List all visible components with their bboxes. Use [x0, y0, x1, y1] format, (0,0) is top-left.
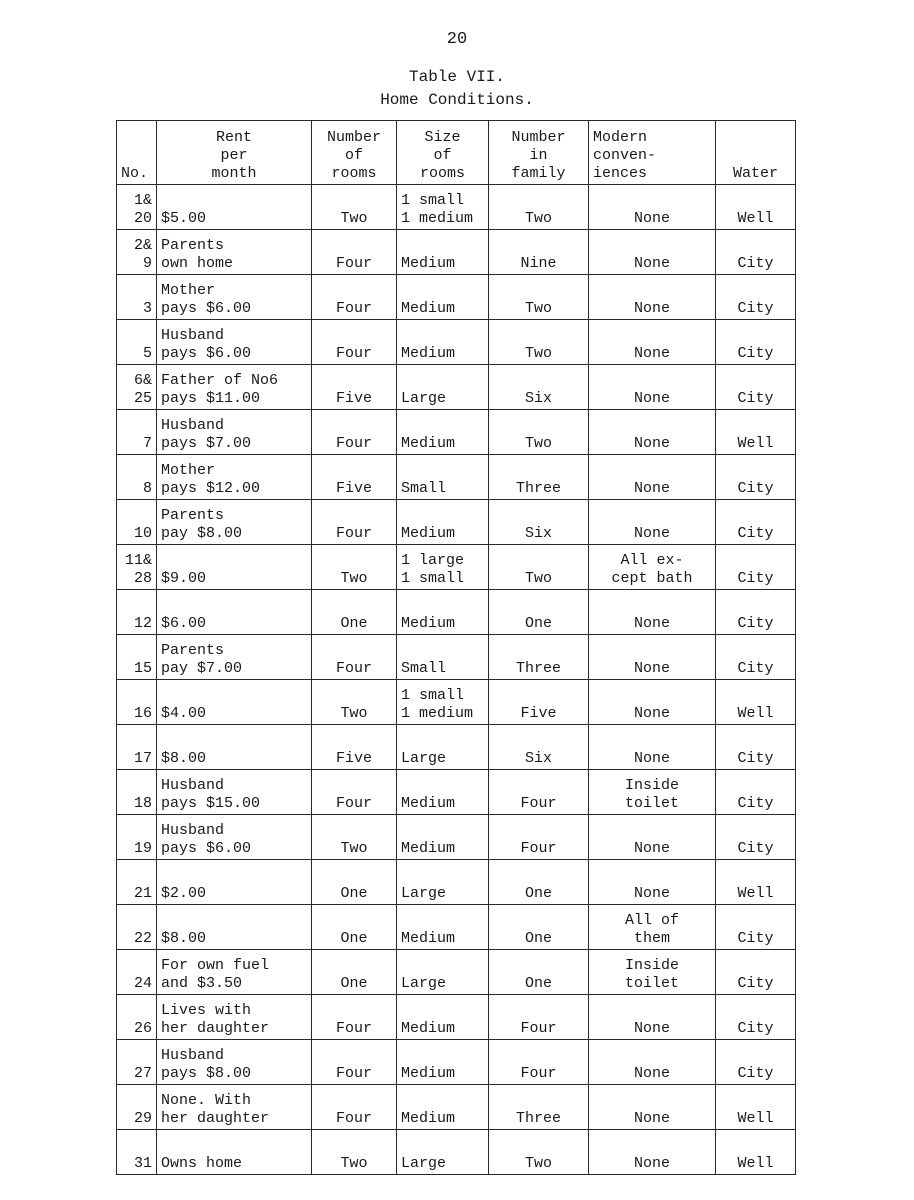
table-title: [0, 66, 914, 112]
cell-size: Medium: [397, 230, 489, 275]
table-row: [117, 770, 796, 815]
cell-rooms: Five: [312, 725, 397, 770]
cell-family: Two: [489, 410, 589, 455]
cell-rent: Husband pays $8.00: [157, 1040, 312, 1085]
cell-no: 2& 9: [117, 230, 157, 275]
cell-rent: $8.00: [157, 725, 312, 770]
cell-size: Large: [397, 1130, 489, 1175]
table-row: [117, 230, 796, 275]
table-row: [117, 950, 796, 995]
cell-conveniences: None: [589, 815, 716, 860]
cell-no: 12: [117, 590, 157, 635]
cell-rooms: Five: [312, 455, 397, 500]
table-row: [117, 545, 796, 590]
cell-rent: Husband pays $7.00: [157, 410, 312, 455]
cell-conveniences: Inside toilet: [589, 950, 716, 995]
cell-conveniences: None: [589, 725, 716, 770]
table-row: [117, 410, 796, 455]
cell-rooms: One: [312, 950, 397, 995]
cell-water: City: [716, 1040, 796, 1085]
cell-water: City: [716, 905, 796, 950]
cell-rooms: Four: [312, 230, 397, 275]
cell-size: Large: [397, 725, 489, 770]
cell-no: 11& 28: [117, 545, 157, 590]
cell-conveniences: None: [589, 995, 716, 1040]
table-row: [117, 860, 796, 905]
table-row: [117, 1040, 796, 1085]
cell-water: City: [716, 770, 796, 815]
cell-size: 1 small 1 medium: [397, 185, 489, 230]
cell-rooms: One: [312, 905, 397, 950]
cell-no: 1& 20: [117, 185, 157, 230]
cell-size: Large: [397, 365, 489, 410]
cell-conveniences: None: [589, 500, 716, 545]
cell-size: Medium: [397, 590, 489, 635]
cell-rooms: Four: [312, 1040, 397, 1085]
cell-family: Three: [489, 1085, 589, 1130]
cell-no: 22: [117, 905, 157, 950]
cell-rent: $9.00: [157, 545, 312, 590]
cell-rent: None. With her daughter: [157, 1085, 312, 1130]
cell-conveniences: None: [589, 455, 716, 500]
cell-conveniences: None: [589, 860, 716, 905]
cell-family: Six: [489, 725, 589, 770]
cell-size: Medium: [397, 995, 489, 1040]
cell-rent: Mother pays $12.00: [157, 455, 312, 500]
cell-rent: $4.00: [157, 680, 312, 725]
header-water: Water: [716, 121, 796, 185]
cell-rooms: Four: [312, 410, 397, 455]
cell-water: City: [716, 545, 796, 590]
cell-rooms: Four: [312, 500, 397, 545]
cell-rooms: Two: [312, 815, 397, 860]
cell-conveniences: Inside toilet: [589, 770, 716, 815]
cell-family: Two: [489, 185, 589, 230]
header-conveniences: Modern conven- iences: [589, 121, 716, 185]
cell-rent: $6.00: [157, 590, 312, 635]
cell-size: Medium: [397, 770, 489, 815]
cell-water: City: [716, 455, 796, 500]
table-row: [117, 500, 796, 545]
cell-rooms: Two: [312, 1130, 397, 1175]
table-title-line2: Home Conditions.: [380, 91, 534, 109]
cell-no: 29: [117, 1085, 157, 1130]
cell-water: City: [716, 995, 796, 1040]
cell-water: City: [716, 275, 796, 320]
cell-family: Four: [489, 770, 589, 815]
cell-no: 27: [117, 1040, 157, 1085]
cell-conveniences: None: [589, 365, 716, 410]
cell-water: City: [716, 500, 796, 545]
table-row: [117, 1085, 796, 1130]
cell-water: Well: [716, 1085, 796, 1130]
cell-family: Four: [489, 815, 589, 860]
table-row: [117, 995, 796, 1040]
cell-family: Four: [489, 1040, 589, 1085]
cell-water: Well: [716, 1130, 796, 1175]
cell-rent: Mother pays $6.00: [157, 275, 312, 320]
cell-rooms: Four: [312, 770, 397, 815]
cell-family: Six: [489, 500, 589, 545]
cell-rooms: Two: [312, 545, 397, 590]
table-row: [117, 320, 796, 365]
cell-water: City: [716, 725, 796, 770]
cell-conveniences: None: [589, 320, 716, 365]
cell-water: City: [716, 365, 796, 410]
header-row: [117, 121, 796, 185]
cell-family: Nine: [489, 230, 589, 275]
cell-no: 24: [117, 950, 157, 995]
cell-no: 15: [117, 635, 157, 680]
table-title-line1: Table VII.: [408, 68, 505, 86]
cell-conveniences: None: [589, 230, 716, 275]
cell-family: One: [489, 860, 589, 905]
cell-family: Two: [489, 1130, 589, 1175]
cell-rooms: Four: [312, 275, 397, 320]
cell-water: Well: [716, 680, 796, 725]
cell-no: 8: [117, 455, 157, 500]
cell-rent: Owns home: [157, 1130, 312, 1175]
header-size: Size of rooms: [397, 121, 489, 185]
cell-conveniences: None: [589, 680, 716, 725]
cell-rent: For own fuel and $3.50: [157, 950, 312, 995]
cell-size: Medium: [397, 905, 489, 950]
cell-rooms: Four: [312, 995, 397, 1040]
cell-conveniences: None: [589, 635, 716, 680]
cell-family: Two: [489, 275, 589, 320]
cell-size: Medium: [397, 500, 489, 545]
cell-rent: Lives with her daughter: [157, 995, 312, 1040]
cell-size: Large: [397, 860, 489, 905]
cell-size: Medium: [397, 410, 489, 455]
cell-rooms: Two: [312, 680, 397, 725]
cell-rent: Husband pays $15.00: [157, 770, 312, 815]
cell-no: 18: [117, 770, 157, 815]
cell-rooms: One: [312, 590, 397, 635]
cell-rent: Parents pay $8.00: [157, 500, 312, 545]
table-row: [117, 815, 796, 860]
cell-family: One: [489, 590, 589, 635]
cell-no: 26: [117, 995, 157, 1040]
cell-rooms: One: [312, 860, 397, 905]
cell-no: 19: [117, 815, 157, 860]
cell-water: Well: [716, 860, 796, 905]
cell-family: One: [489, 905, 589, 950]
header-rent: Rent per month: [157, 121, 312, 185]
cell-rent: $8.00: [157, 905, 312, 950]
cell-size: Large: [397, 950, 489, 995]
cell-rooms: Four: [312, 1085, 397, 1130]
header-no: No.: [117, 121, 157, 185]
cell-size: 1 small 1 medium: [397, 680, 489, 725]
cell-rooms: Four: [312, 320, 397, 365]
table-row: [117, 635, 796, 680]
cell-size: Small: [397, 455, 489, 500]
table-row: [117, 680, 796, 725]
cell-size: 1 large 1 small: [397, 545, 489, 590]
cell-size: Medium: [397, 1085, 489, 1130]
cell-rent: $5.00: [157, 185, 312, 230]
cell-water: City: [716, 590, 796, 635]
cell-rooms: Four: [312, 635, 397, 680]
table-body: [117, 185, 796, 1175]
cell-size: Small: [397, 635, 489, 680]
cell-water: City: [716, 320, 796, 365]
cell-no: 21: [117, 860, 157, 905]
table-row: [117, 905, 796, 950]
cell-no: 5: [117, 320, 157, 365]
table-row: [117, 455, 796, 500]
cell-family: Three: [489, 455, 589, 500]
cell-water: City: [716, 815, 796, 860]
cell-no: 7: [117, 410, 157, 455]
cell-rent: Parents pay $7.00: [157, 635, 312, 680]
cell-family: Two: [489, 545, 589, 590]
cell-rent: $2.00: [157, 860, 312, 905]
cell-size: Medium: [397, 1040, 489, 1085]
cell-size: Medium: [397, 275, 489, 320]
cell-water: City: [716, 950, 796, 995]
cell-family: One: [489, 950, 589, 995]
cell-water: Well: [716, 410, 796, 455]
cell-no: 3: [117, 275, 157, 320]
cell-conveniences: None: [589, 275, 716, 320]
cell-conveniences: All of them: [589, 905, 716, 950]
cell-rent: Husband pays $6.00: [157, 320, 312, 365]
header-family: Number in family: [489, 121, 589, 185]
cell-no: 6& 25: [117, 365, 157, 410]
cell-family: Three: [489, 635, 589, 680]
cell-family: Two: [489, 320, 589, 365]
cell-rent: Parents own home: [157, 230, 312, 275]
cell-water: City: [716, 230, 796, 275]
cell-family: Four: [489, 995, 589, 1040]
table-row: [117, 275, 796, 320]
cell-rooms: Five: [312, 365, 397, 410]
table-row: [117, 1130, 796, 1175]
table-row: [117, 365, 796, 410]
home-conditions-table: [116, 120, 796, 1175]
cell-conveniences: None: [589, 410, 716, 455]
page-number: 20: [446, 30, 468, 49]
cell-conveniences: None: [589, 185, 716, 230]
cell-water: City: [716, 635, 796, 680]
table-row: [117, 590, 796, 635]
cell-no: 17: [117, 725, 157, 770]
cell-family: Five: [489, 680, 589, 725]
table-row: [117, 725, 796, 770]
table-row: [117, 185, 796, 230]
cell-size: Medium: [397, 815, 489, 860]
cell-conveniences: None: [589, 1130, 716, 1175]
cell-rent: Father of No6 pays $11.00: [157, 365, 312, 410]
cell-conveniences: None: [589, 1040, 716, 1085]
cell-rent: Husband pays $6.00: [157, 815, 312, 860]
cell-size: Medium: [397, 320, 489, 365]
cell-no: 10: [117, 500, 157, 545]
cell-conveniences: None: [589, 590, 716, 635]
cell-no: 31: [117, 1130, 157, 1175]
cell-conveniences: None: [589, 1085, 716, 1130]
header-rooms: Number of rooms: [312, 121, 397, 185]
cell-rooms: Two: [312, 185, 397, 230]
cell-water: Well: [716, 185, 796, 230]
cell-no: 16: [117, 680, 157, 725]
cell-conveniences: All ex- cept bath: [589, 545, 716, 590]
cell-family: Six: [489, 365, 589, 410]
